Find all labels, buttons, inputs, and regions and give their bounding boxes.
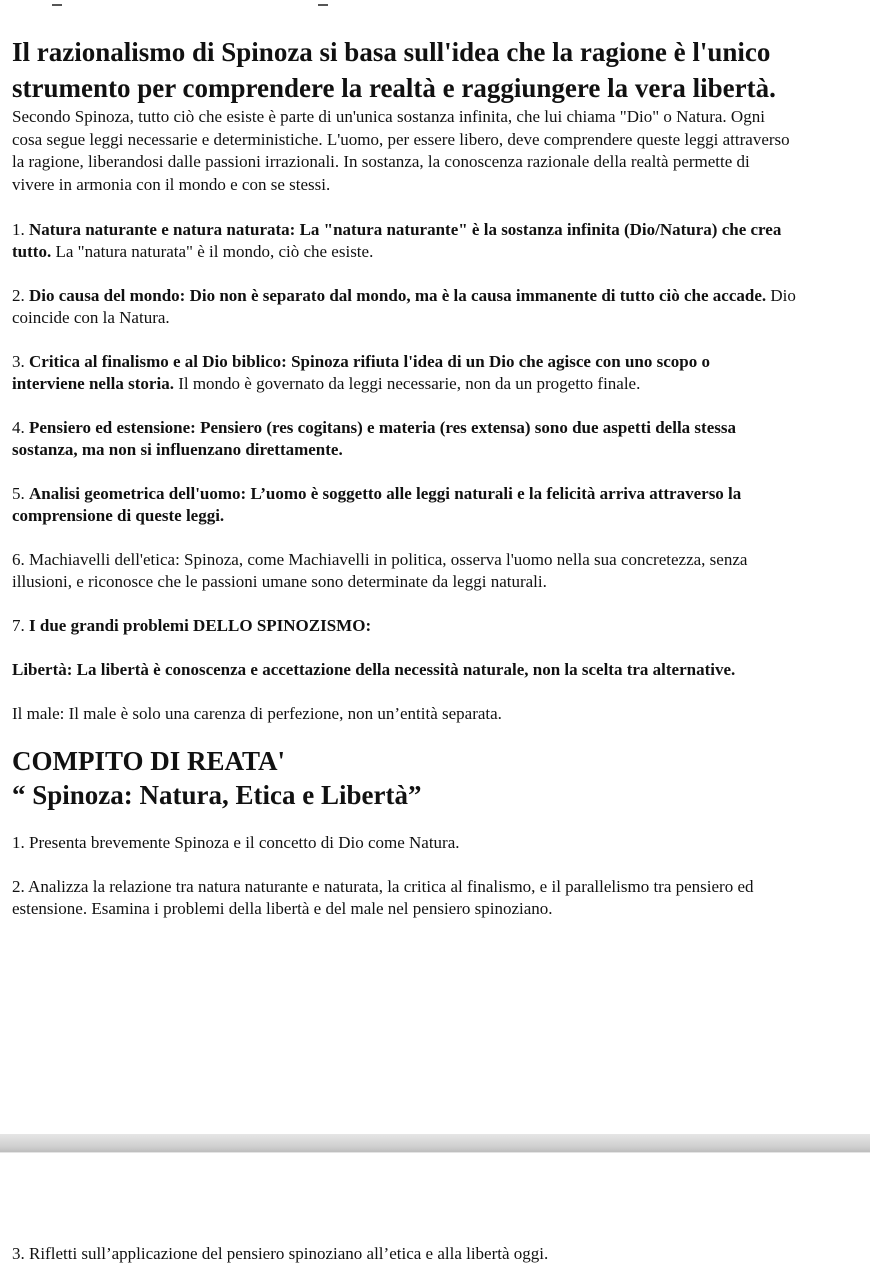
point-3-title: Critica al finalismo e al Dio biblico: Spinoza rifiuta l'idea di un Dio che agisce con uno scopo o interviene nella storia.: [12, 352, 710, 393]
task-subtitle: “ Spinoza: Natura, Etica e Libertà”: [12, 780, 422, 810]
task-item-1: 1. Presenta brevemente Spinoza e il concetto di Dio come Natura.: [12, 833, 460, 852]
point-6: 6. Machiavelli dell'etica: Spinoza, come Machiavelli in politica, osserva l'uomo nella sua concretezza, senza illusioni, e riconosce che le passioni umane sono determinate da leggi naturali.: [12, 550, 748, 591]
point-4-title: Pensiero ed estensione: Pensiero (res cogitans) e materia (res extensa) sono due aspetti della stessa sostanza, ma non si influenzano direttamente.: [12, 418, 736, 459]
point-2: 2. Dio causa del mondo: Dio non è separato dal mondo, ma è la causa immanente di tutto ciò che accade. Dio coincide con la Natura.: [12, 286, 796, 327]
point-3-text: Il mondo è governato da leggi necessarie, non da un progetto finale.: [178, 374, 641, 393]
document-page: [12, 34, 862, 920]
intro-lead: Il razionalismo di Spinoza si basa sull'idea che la ragione è l'unico strumento per comprendere la realtà e raggiungere la vera libertà.: [12, 37, 776, 103]
page-break-divider: [0, 1134, 870, 1152]
point-3: 3. Critica al finalismo e al Dio biblico: Spinoza rifiuta l'idea di un Dio che agisce con uno scopo o interviene nella storia. Il mondo è governato da leggi necessarie, non da un progetto finale.: [12, 352, 710, 393]
intro-text: Secondo Spinoza, tutto ciò che esiste è parte di un'unica sostanza infinita, che lui chiama "Dio" o Natura. Ogni cosa segue leggi necessarie e deterministiche. L'uomo, per essere libero, deve comprendere queste leggi attraverso la ragione, liberandosi dalle passioni irrazionali. In sostanza, la conoscenza razionale della realtà permette di vivere in armonia con il mondo e con se stessi.: [12, 107, 790, 194]
point-2-text: Dio coincide con la Natura.: [12, 286, 796, 327]
point-1-text: La "natura naturata" è il mondo, ciò che esiste.: [55, 242, 374, 261]
intro-paragraph: [12, 34, 792, 196]
point-2-title: Dio causa del mondo: Dio non è separato dal mondo, ma è la causa immanente di tutto ciò che accade.: [29, 286, 767, 305]
problem-male: Il male: Il male è solo una carenza di perfezione, non un’entità separata.: [12, 704, 502, 723]
problem-liberta: Libertà: La libertà è conoscenza e accettazione della necessità naturale, non la scelta tra alternative.: [12, 660, 736, 679]
task-heading: COMPITO DI REATA': [12, 746, 286, 776]
point-7-title: I due grandi problemi DELLO SPINOZISMO:: [29, 616, 372, 635]
point-5-title: Analisi geometrica dell'uomo: L’uomo è soggetto alle leggi naturali e la felicità arriva attraverso la comprensione di queste leggi.: [12, 484, 742, 525]
point-7: 7. I due grandi problemi DELLO SPINOZISMO:: [12, 616, 372, 635]
point-5: 5. Analisi geometrica dell'uomo: L’uomo è soggetto alle leggi naturali e la felicità arriva attraverso la comprensione di queste leggi.: [12, 484, 742, 525]
point-1-title: Natura naturante e natura naturata: La "natura naturante" è la sostanza infinita (Dio/Natura) che crea tutto.: [12, 220, 782, 261]
task-item-2: 2. Analizza la relazione tra natura naturante e naturata, la critica al finalismo, e il parallelismo tra pensiero ed estensione. Esamina i problemi della libertà e del male nel pensiero spinoziano.: [12, 877, 754, 918]
cropped-top-edge: [0, 0, 870, 8]
point-1: 1. Natura naturante e natura naturata: La "natura naturante" è la sostanza infinita (Dio/Natura) che crea tutto. La "natura naturata" è il mondo, ciò che esiste.: [12, 220, 782, 261]
point-6-text: Machiavelli dell'etica: Spinoza, come Machiavelli in politica, osserva l'uomo nella sua concretezza, senza illusioni, e riconosce che le passioni umane sono determinate da leggi naturali.: [12, 550, 748, 591]
page-break-line: [0, 1152, 870, 1153]
point-4: 4. Pensiero ed estensione: Pensiero (res cogitans) e materia (res extensa) sono due aspetti della stessa sostanza, ma non si influenzano direttamente.: [12, 418, 736, 459]
task-item-3: 3. Rifletti sull’applicazione del pensiero spinoziano all’etica e alla libertà oggi.: [12, 1244, 549, 1263]
